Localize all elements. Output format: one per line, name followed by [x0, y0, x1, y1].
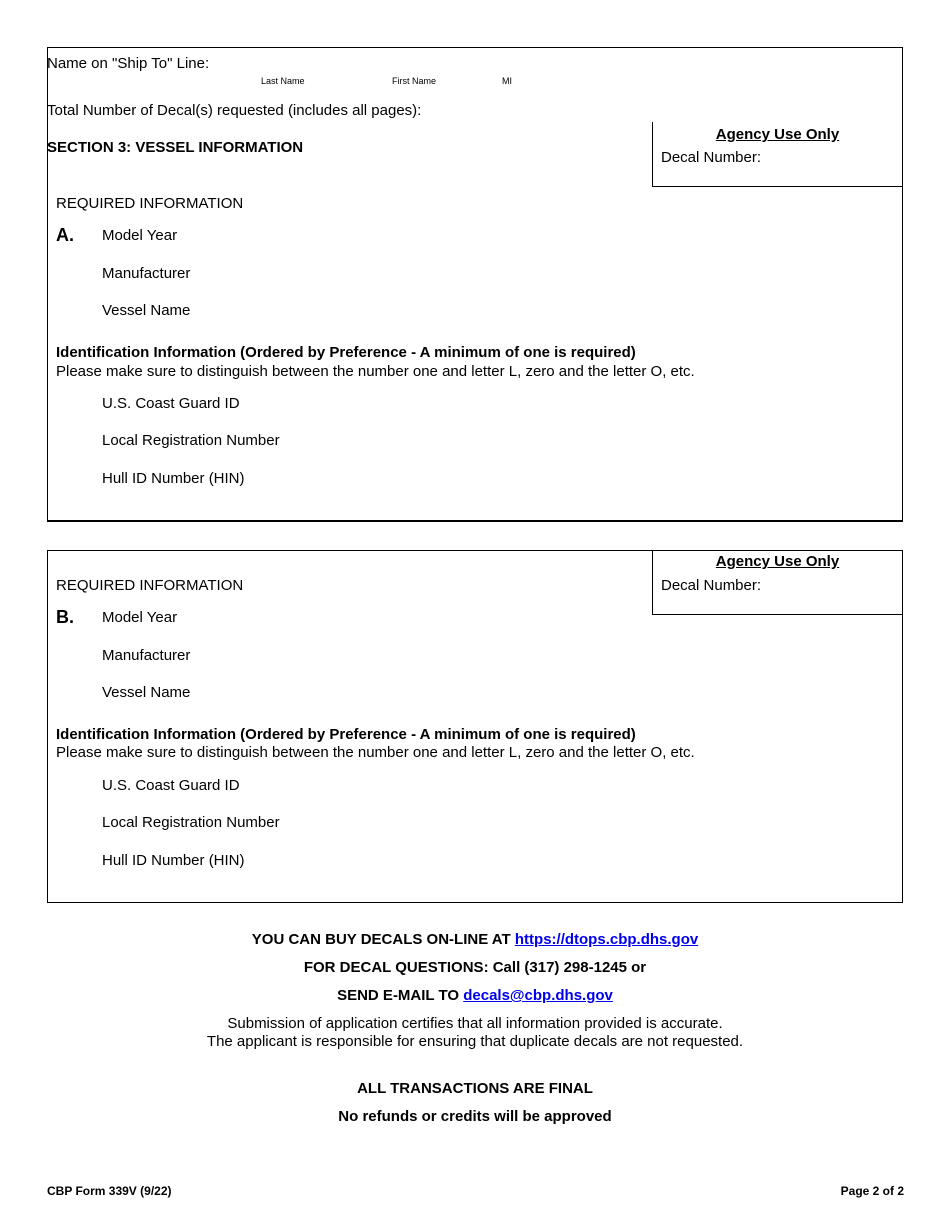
hin-label-a: Hull ID Number (HIN)	[102, 470, 245, 487]
page-number: Page 2 of 2	[840, 1184, 904, 1198]
first-name-caption: First Name	[392, 76, 437, 86]
model-year-label-a: Model Year	[102, 227, 178, 244]
vessel-name-label-a: Vessel Name	[102, 302, 191, 319]
required-info-label-a: REQUIRED INFORMATION	[56, 195, 244, 212]
email-link[interactable]: decals@cbp.dhs.gov	[463, 987, 613, 1004]
vessel-name-label-b: Vessel Name	[102, 684, 191, 701]
decal-number-label-a: Decal Number:	[661, 149, 762, 166]
vessel-letter-a: A.	[56, 225, 74, 245]
vessel-letter-b: B.	[56, 607, 74, 627]
buy-online-line	[0, 931, 950, 948]
section3-title: SECTION 3: VESSEL INFORMATION	[47, 139, 304, 156]
id-note-a: Please make sure to distinguish between the number one and letter L, zero and the letter O, etc.	[56, 363, 695, 380]
uscg-id-label-a: U.S. Coast Guard ID	[102, 395, 240, 412]
model-year-label-b: Model Year	[102, 609, 178, 626]
required-info-label-b: REQUIRED INFORMATION	[56, 577, 244, 594]
ship-to-label: Name on "Ship To" Line:	[47, 55, 210, 72]
total-decals-label: Total Number of Decal(s) requested (includes all pages):	[47, 102, 422, 119]
agency-use-title-b: Agency Use Only	[715, 553, 840, 570]
decal-questions-line: FOR DECAL QUESTIONS: Call (317) 298-1245 or	[303, 959, 647, 976]
uscg-id-label-b: U.S. Coast Guard ID	[102, 777, 240, 794]
mi-caption: MI	[502, 76, 512, 86]
email-text: SEND E-MAIL TO	[337, 987, 464, 1004]
form-id: CBP Form 339V (9/22)	[47, 1184, 172, 1198]
id-heading-a: Identification Information (Ordered by Preference - A minimum of one is required)	[56, 344, 636, 361]
certify-line-2: The applicant is responsible for ensuring that duplicate decals are not requested.	[206, 1033, 744, 1050]
manufacturer-label-b: Manufacturer	[102, 647, 191, 664]
email-line	[0, 987, 950, 1004]
last-name-caption: Last Name	[261, 76, 305, 86]
local-reg-label-a: Local Registration Number	[102, 432, 280, 449]
dtops-link[interactable]: https://dtops.cbp.dhs.gov	[514, 931, 699, 948]
local-reg-label-b: Local Registration Number	[102, 814, 280, 831]
agency-use-title-a: Agency Use Only	[715, 126, 840, 143]
certify-line-1: Submission of application certifies that all information provided is accurate.	[227, 1015, 723, 1032]
buy-online-text: YOU CAN BUY DECALS ON-LINE AT	[251, 931, 515, 948]
no-refunds-notice: No refunds or credits will be approved	[338, 1108, 612, 1125]
hin-label-b: Hull ID Number (HIN)	[102, 852, 245, 869]
all-final-notice: ALL TRANSACTIONS ARE FINAL	[357, 1080, 593, 1097]
manufacturer-label-a: Manufacturer	[102, 265, 191, 282]
decal-number-label-b: Decal Number:	[661, 577, 762, 594]
id-note-b: Please make sure to distinguish between the number one and letter L, zero and the letter O, etc.	[56, 744, 695, 761]
id-heading-b: Identification Information (Ordered by Preference - A minimum of one is required)	[56, 726, 636, 743]
